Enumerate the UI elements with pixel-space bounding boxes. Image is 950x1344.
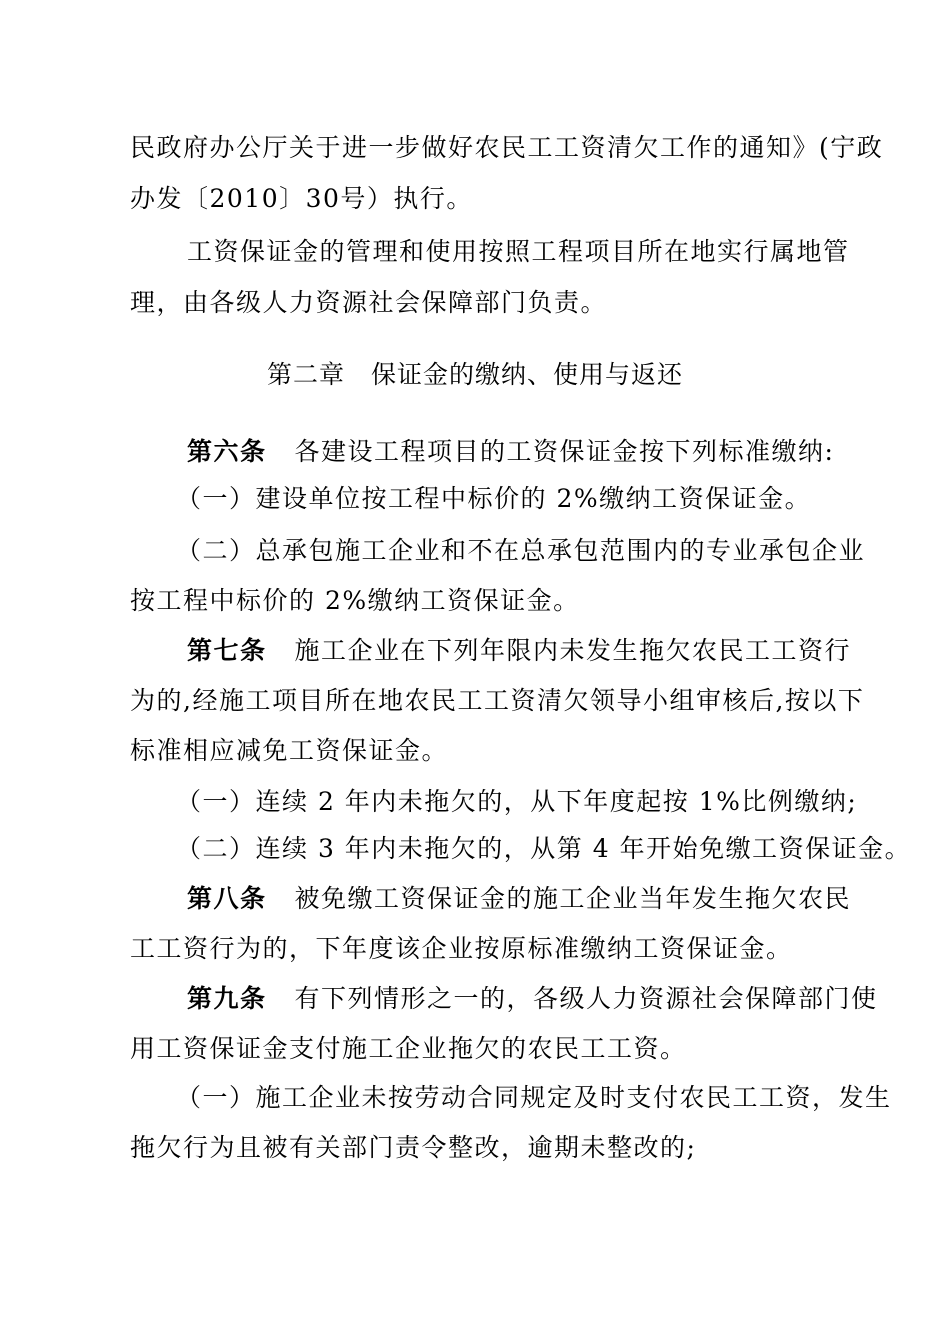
article-8-label: 第八条 — [187, 884, 267, 913]
article-6-item-1: （一）建设单位按工程中标价的 2%缴纳工资保证金。 — [176, 484, 812, 513]
article-8-text: 被免缴工资保证金的施工企业当年发生拖欠农民 — [294, 884, 852, 913]
article-7-item-2: （二）连续 3 年内未拖欠的，从第 4 年开始免缴工资保证金。 — [176, 834, 912, 863]
paragraph-line: 标准相应减免工资保证金。 — [130, 736, 449, 765]
article-9-text: 有下列情形之一的，各级人力资源社会保障部门使 — [294, 984, 878, 1013]
article-7-text: 施工企业在下列年限内未发生拖欠农民工工资行 — [294, 636, 852, 665]
paragraph-line: 民政府办公厅关于进一步做好农民工工资清欠工作的通知》(宁政 — [130, 133, 884, 162]
article-6-line — [187, 435, 846, 469]
article-6-text: 各建设工程项目的工资保证金按下列标准缴纳: — [294, 437, 835, 466]
chapter-title: 第二章 保证金的缴纳、使用与返还 — [266, 360, 683, 389]
article-7-label: 第七条 — [187, 636, 267, 665]
article-8-line — [187, 882, 852, 916]
article-9-line — [187, 982, 878, 1016]
paragraph-line: 办发〔2010〕30号）执行。 — [130, 184, 473, 213]
paragraph-line: 用工资保证金支付施工企业拖欠的农民工工资。 — [130, 1034, 687, 1063]
article-7-item-1: （一）连续 2 年内未拖欠的，从下年度起按 1%比例缴纳; — [176, 787, 858, 816]
article-6-label: 第六条 — [187, 437, 267, 466]
article-7-line — [187, 634, 852, 668]
article-9-item-1: （一）施工企业未按劳动合同规定及时支付农民工工资，发生 — [176, 1083, 892, 1112]
article-9-item-1-cont: 拖欠行为且被有关部门责令整改，逾期未整改的; — [130, 1133, 697, 1162]
paragraph-line: 工工资行为的，下年度该企业按原标准缴纳工资保证金。 — [130, 934, 793, 963]
article-9-label: 第九条 — [187, 984, 267, 1013]
paragraph-line: 工资保证金的管理和使用按照工程项目所在地实行属地管 — [187, 237, 850, 266]
article-6-item-2: （二）总承包施工企业和不在总承包范围内的专业承包企业 — [176, 536, 866, 565]
paragraph-line: 理，由各级人力资源社会保障部门负责。 — [130, 288, 608, 317]
article-6-item-2-cont: 按工程中标价的 2%缴纳工资保证金。 — [130, 586, 580, 615]
paragraph-line: 为的,经施工项目所在地农民工工资清欠领导小组审核后,按以下 — [130, 686, 865, 715]
